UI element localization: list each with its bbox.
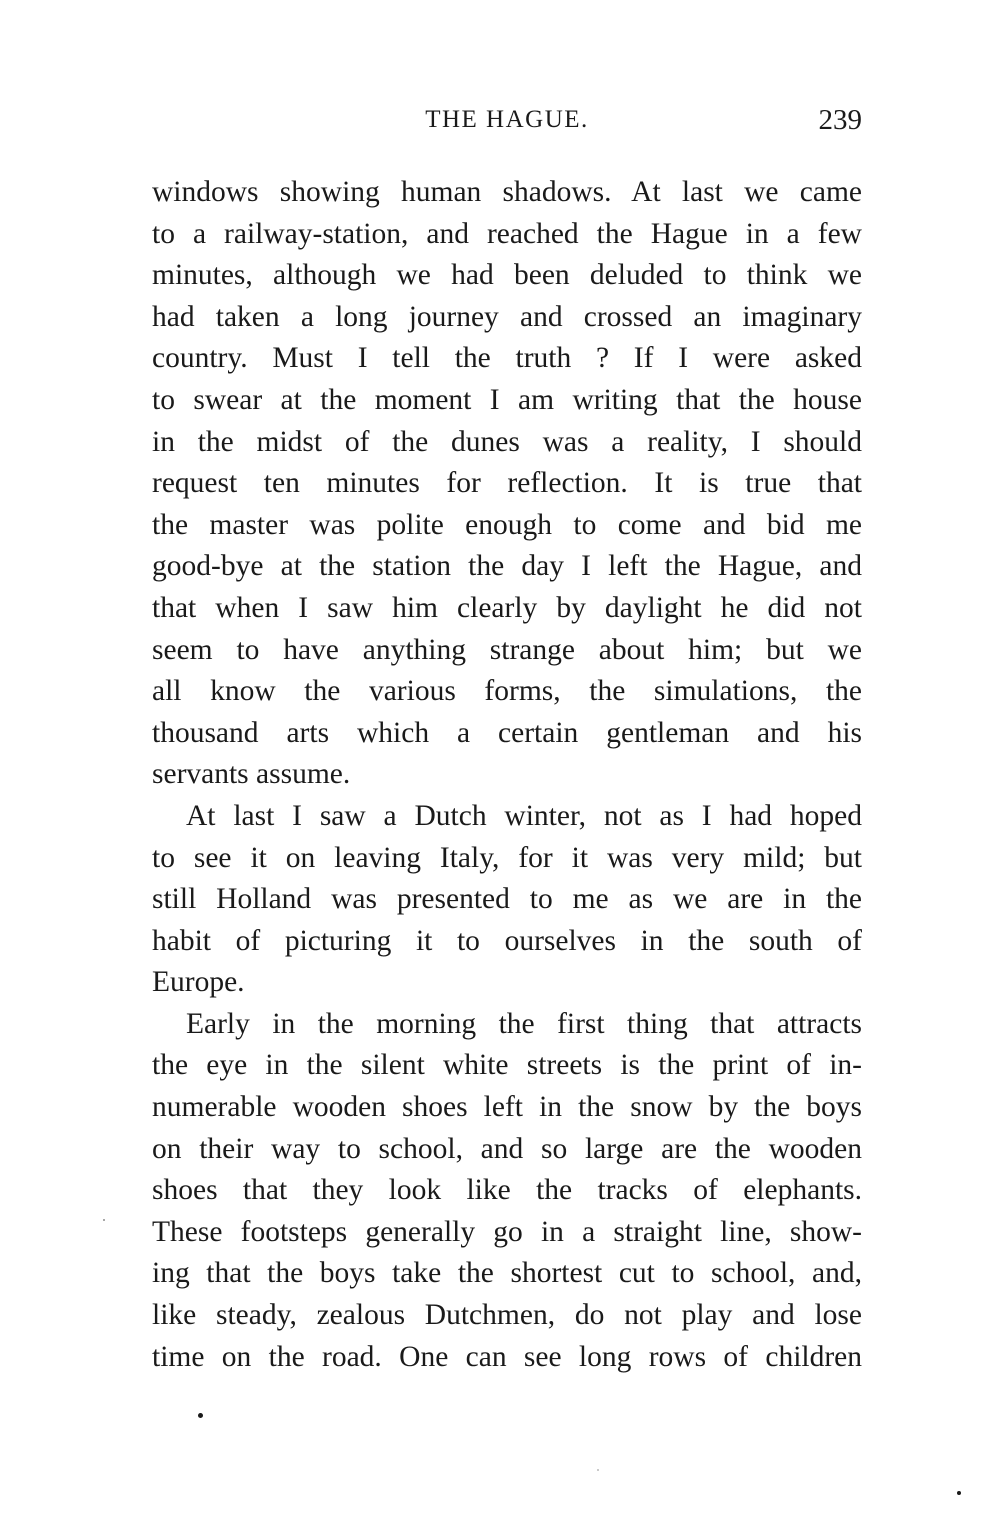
text-line: Early in the morning the first thing that attracts bbox=[186, 1007, 862, 1040]
text-line: on their way to school, and so large are the wooden bbox=[152, 1132, 862, 1165]
text-line: thousand arts which a certain gentleman and his bbox=[152, 716, 862, 749]
text-line: that when I saw him clearly by daylight he did not bbox=[152, 591, 862, 624]
page-number: 239 bbox=[818, 104, 862, 136]
running-title: THE HAGUE. bbox=[425, 106, 589, 133]
text-line: to swear at the moment I am writing that the house bbox=[152, 383, 862, 416]
text-line: like steady, zealous Dutchmen, do not play and lose bbox=[152, 1299, 862, 1332]
text-line: still Holland was presented to me as we are in the bbox=[152, 883, 862, 916]
text-line: time on the road. One can see long rows of children bbox=[152, 1340, 862, 1373]
text-line: servants assume. bbox=[152, 758, 351, 791]
text-line: to see it on leaving Italy, for it was very mild; but bbox=[152, 841, 862, 874]
text-line: numerable wooden shoes left in the snow by the boys bbox=[152, 1091, 862, 1124]
text-line: the master was polite enough to come and bid me bbox=[152, 508, 862, 541]
text-line: ing that the boys take the shortest cut to school, and, bbox=[152, 1257, 862, 1290]
body-text bbox=[152, 172, 862, 1378]
ink-speck bbox=[103, 1219, 105, 1221]
text-line: habit of picturing it to ourselves in the south of bbox=[152, 924, 862, 957]
text-line: all know the various forms, the simulations, the bbox=[152, 675, 862, 708]
running-head bbox=[152, 98, 862, 142]
ink-speck bbox=[198, 1413, 203, 1418]
text-line: shoes that they look like the tracks of elephants. bbox=[152, 1174, 862, 1207]
paragraph-1 bbox=[152, 172, 862, 796]
text-line: Europe. bbox=[152, 966, 245, 999]
text-line: country. Must I tell the truth ? If I were asked bbox=[152, 342, 862, 375]
text-line: in the midst of the dunes was a reality, I should bbox=[152, 425, 862, 458]
text-line: had taken a long journey and crossed an imaginary bbox=[152, 300, 862, 333]
text-line: the eye in the silent white streets is the print of in- bbox=[152, 1049, 862, 1082]
ink-speck bbox=[957, 1491, 961, 1495]
text-line: windows showing human shadows. At last we came bbox=[152, 176, 862, 208]
text-line: minutes, although we had been deluded to think we bbox=[152, 259, 862, 292]
text-line: request ten minutes for reflection. It is true that bbox=[152, 467, 862, 500]
ink-speck bbox=[597, 1469, 599, 1471]
text-line: to a railway-station, and reached the Hague in a few bbox=[152, 217, 862, 250]
text-line: At last I saw a Dutch winter, not as I had hoped bbox=[186, 799, 862, 832]
paragraph-2 bbox=[152, 796, 862, 1004]
text-line: These footsteps generally go in a straight line, show- bbox=[152, 1215, 862, 1248]
paragraph-3 bbox=[152, 1004, 862, 1378]
text-line: good-bye at the station the day I left the Hague, and bbox=[152, 550, 862, 583]
text-line: seem to have anything strange about him; but we bbox=[152, 633, 862, 666]
